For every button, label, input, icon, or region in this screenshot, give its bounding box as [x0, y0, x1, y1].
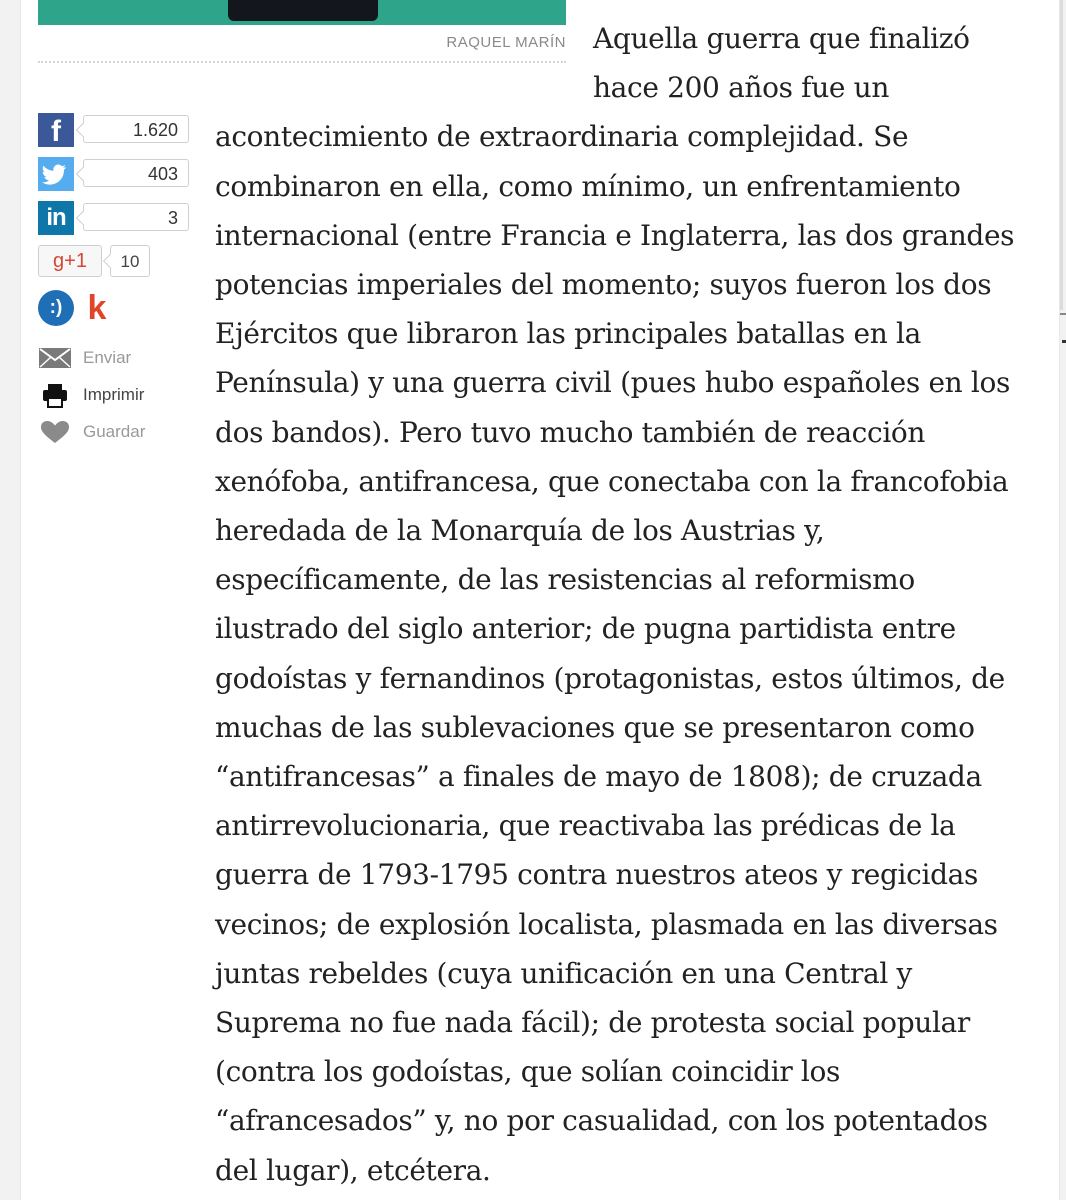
article-line: del lugar), etcétera. [215, 1153, 491, 1187]
article-line: guerra de 1793-1795 contra nuestros ateos y regicidas [215, 858, 979, 892]
article-body [215, 14, 1025, 1195]
article-line: Península) y una guerra civil (pues hubo españoles en los [215, 366, 1011, 400]
article-line: Aquella guerra que finalizó [593, 22, 970, 55]
twitter-icon[interactable] [38, 157, 74, 191]
article-line: ilustrado del siglo anterior; de pugna partidista entre [215, 612, 956, 646]
send-link[interactable] [38, 345, 148, 371]
linkedin-share[interactable] [38, 201, 190, 235]
article-line: vecinos; de explosión localista, plasmada en las diversas [215, 907, 998, 941]
facebook-share[interactable] [38, 113, 190, 147]
edge-mark [1060, 313, 1066, 315]
envelope-icon [38, 345, 74, 371]
linkedin-count: 3 [83, 203, 189, 231]
article-line: xenófoba, antifrancesa, que conectaba con la francofobia [215, 464, 1009, 498]
article-line: muchas de las sublevaciones que se presentaron como [215, 710, 975, 744]
karmacracy-icon[interactable]: k [87, 289, 107, 327]
linkedin-icon[interactable]: in [38, 201, 74, 235]
googleplus-share[interactable] [38, 245, 152, 279]
article-line: “afrancesados” y, no por casualidad, con los potentados [215, 1104, 988, 1138]
article-line: internacional (entre Francia e Inglaterra, las dos grandes [215, 218, 1015, 252]
article-line: (contra los godoístas, que solían coincidir los [215, 1055, 841, 1089]
article-line: potencias imperiales del momento; suyos fueron los dos [215, 268, 992, 302]
article-line: dos bandos). Pero tuvo mucho también de reacción [215, 415, 926, 449]
photo-credit: RAQUEL MARÍN [446, 34, 566, 51]
article-line: específicamente, de las resistencias al reformismo [215, 563, 915, 597]
heart-icon [38, 419, 74, 445]
facebook-icon[interactable]: f [38, 113, 74, 147]
facebook-count: 1.620 [83, 115, 189, 143]
meneame-icon[interactable]: :) [38, 290, 74, 326]
googleplus-count: 10 [110, 245, 150, 277]
article-line: Ejércitos que libraron las principales batallas en la [215, 317, 921, 351]
article-line: combinaron en ella, como mínimo, un enfrentamiento [215, 169, 961, 203]
article-line: godoístas y fernandinos (protagonistas, estos últimos, de [215, 661, 1005, 695]
print-label: Imprimir [83, 385, 145, 404]
article-line: acontecimiento de extraordinaria complejidad. Se [215, 120, 909, 154]
edge-mark [1062, 340, 1066, 343]
twitter-share[interactable] [38, 157, 190, 191]
article-line: antirrevolucionaria, que reactivaba las prédicas de la [215, 809, 956, 843]
article-line: “antifrancesas” a finales de mayo de 1808); de cruzada [215, 760, 982, 794]
article-line: heredada de la Monarquía de los Austrias y, [215, 514, 825, 548]
save-label: Guardar [83, 422, 146, 441]
twitter-count: 403 [83, 159, 189, 187]
scrollbar-edge [1060, 0, 1063, 310]
save-link[interactable] [38, 419, 158, 445]
print-link[interactable] [38, 382, 158, 408]
article-line: hace 200 años fue un [593, 71, 890, 105]
article-line: juntas rebeldes (cuya unificación en una Central y [215, 956, 913, 990]
article-line: Suprema no fue nada fácil); de protesta social popular [215, 1006, 970, 1040]
send-label: Enviar [83, 348, 132, 367]
googleplus-button[interactable]: g+1 [38, 245, 102, 277]
printer-icon [38, 382, 74, 408]
other-shares [38, 290, 118, 326]
